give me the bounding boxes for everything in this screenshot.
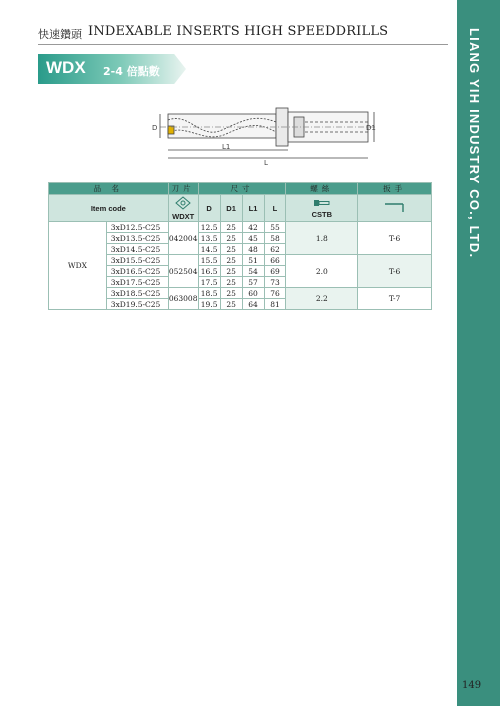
- subheader-d: D: [198, 195, 220, 222]
- cell-l: 58: [264, 233, 286, 244]
- wrench-cell: T-6: [358, 255, 432, 288]
- cell-d1: 25: [220, 288, 242, 299]
- cell-l: 62: [264, 244, 286, 255]
- dimension-label-d1: D1: [366, 124, 376, 132]
- cell-d: 16.5: [198, 266, 220, 277]
- table-row-code: 3xD13.5-C25: [106, 233, 168, 244]
- cell-l: 55: [264, 222, 286, 233]
- cell-l: 81: [264, 299, 286, 310]
- cell-d1: 25: [220, 277, 242, 288]
- insert-cell: 042004: [168, 222, 198, 255]
- insert-cell: 063008: [168, 288, 198, 310]
- header-english-title: INDEXABLE INSERTS HIGH SPEEDDRILLS: [88, 24, 389, 39]
- header-product-name: 品 名: [49, 183, 169, 195]
- subheader-insert: [168, 195, 198, 222]
- cell-l1: 54: [242, 266, 264, 277]
- drill-drawing: [140, 100, 390, 170]
- header-wrench: 扳手: [358, 183, 432, 195]
- cell-d: 18.5: [198, 288, 220, 299]
- cell-d1: 25: [220, 222, 242, 233]
- screw-icon: [313, 198, 331, 208]
- table-row-code: 3xD16.5-C25: [106, 266, 168, 277]
- table-row-code: 3xD17.5-C25: [106, 277, 168, 288]
- cell-l1: 42: [242, 222, 264, 233]
- cell-l1: 64: [242, 299, 264, 310]
- subheader-screw-code: CSTB: [311, 209, 333, 219]
- cell-l: 76: [264, 288, 286, 299]
- cell-d: 15.5: [198, 255, 220, 266]
- cell-d: 19.5: [198, 299, 220, 310]
- cell-l: 66: [264, 255, 286, 266]
- header-insert: 刀片: [168, 183, 198, 195]
- header-dimensions: 尺寸: [198, 183, 286, 195]
- cell-d1: 25: [220, 266, 242, 277]
- header-screw: 螺絲: [286, 183, 358, 195]
- cell-l1: 60: [242, 288, 264, 299]
- subheader-wrench: [358, 195, 432, 222]
- wrench-icon: [383, 200, 407, 214]
- insert-cell: 052504: [168, 255, 198, 288]
- wrench-cell: T-7: [358, 288, 432, 310]
- cell-d1: 25: [220, 299, 242, 310]
- banner-code: WDX: [46, 58, 86, 77]
- cell-l1: 57: [242, 277, 264, 288]
- insert-icon: [175, 196, 191, 210]
- subheader-d1: D1: [220, 195, 242, 222]
- subheader-l: L: [264, 195, 286, 222]
- cell-d1: 25: [220, 244, 242, 255]
- cell-d1: 25: [220, 255, 242, 266]
- cell-l: 73: [264, 277, 286, 288]
- cell-l1: 45: [242, 233, 264, 244]
- table-row-code: 3xD18.5-C25: [106, 288, 168, 299]
- cell-d: 12.5: [198, 222, 220, 233]
- subheader-l1: L1: [242, 195, 264, 222]
- subheader-screw: [286, 195, 358, 222]
- cell-l1: 48: [242, 244, 264, 255]
- screw-cell: 2.2: [286, 288, 358, 310]
- screw-cell: 1.8: [286, 222, 358, 255]
- header-chinese-title: 快速鑽頭: [38, 28, 82, 41]
- cell-l1: 51: [242, 255, 264, 266]
- cell-d: 17.5: [198, 277, 220, 288]
- cell-d: 13.5: [198, 233, 220, 244]
- dimension-label-l1: L1: [222, 143, 231, 151]
- wrench-cell: T-6: [358, 222, 432, 255]
- screw-cell: 2.0: [286, 255, 358, 288]
- table-row-code: 3xD15.5-C25: [106, 255, 168, 266]
- table-row-code: 3xD12.5-C25: [106, 222, 168, 233]
- table-row-code: 3xD14.5-C25: [106, 244, 168, 255]
- subheader-item-code: Item code: [49, 195, 169, 222]
- series-cell: WDX: [49, 222, 107, 310]
- banner-subtitle: 2-4 倍點數: [103, 65, 160, 78]
- company-name: LIANG YIH INDUSTRY CO., LTD.: [467, 28, 482, 259]
- dimension-label-l: L: [264, 159, 268, 167]
- cell-d1: 25: [220, 233, 242, 244]
- table-row-code: 3xD19.5-C25: [106, 299, 168, 310]
- subheader-insert-code: WDXT: [172, 211, 195, 221]
- spec-table: [48, 182, 432, 310]
- dimension-label-d: D: [152, 124, 158, 132]
- header-rule: [38, 44, 448, 45]
- cell-l: 69: [264, 266, 286, 277]
- page-number: 149: [462, 680, 482, 691]
- cell-d: 14.5: [198, 244, 220, 255]
